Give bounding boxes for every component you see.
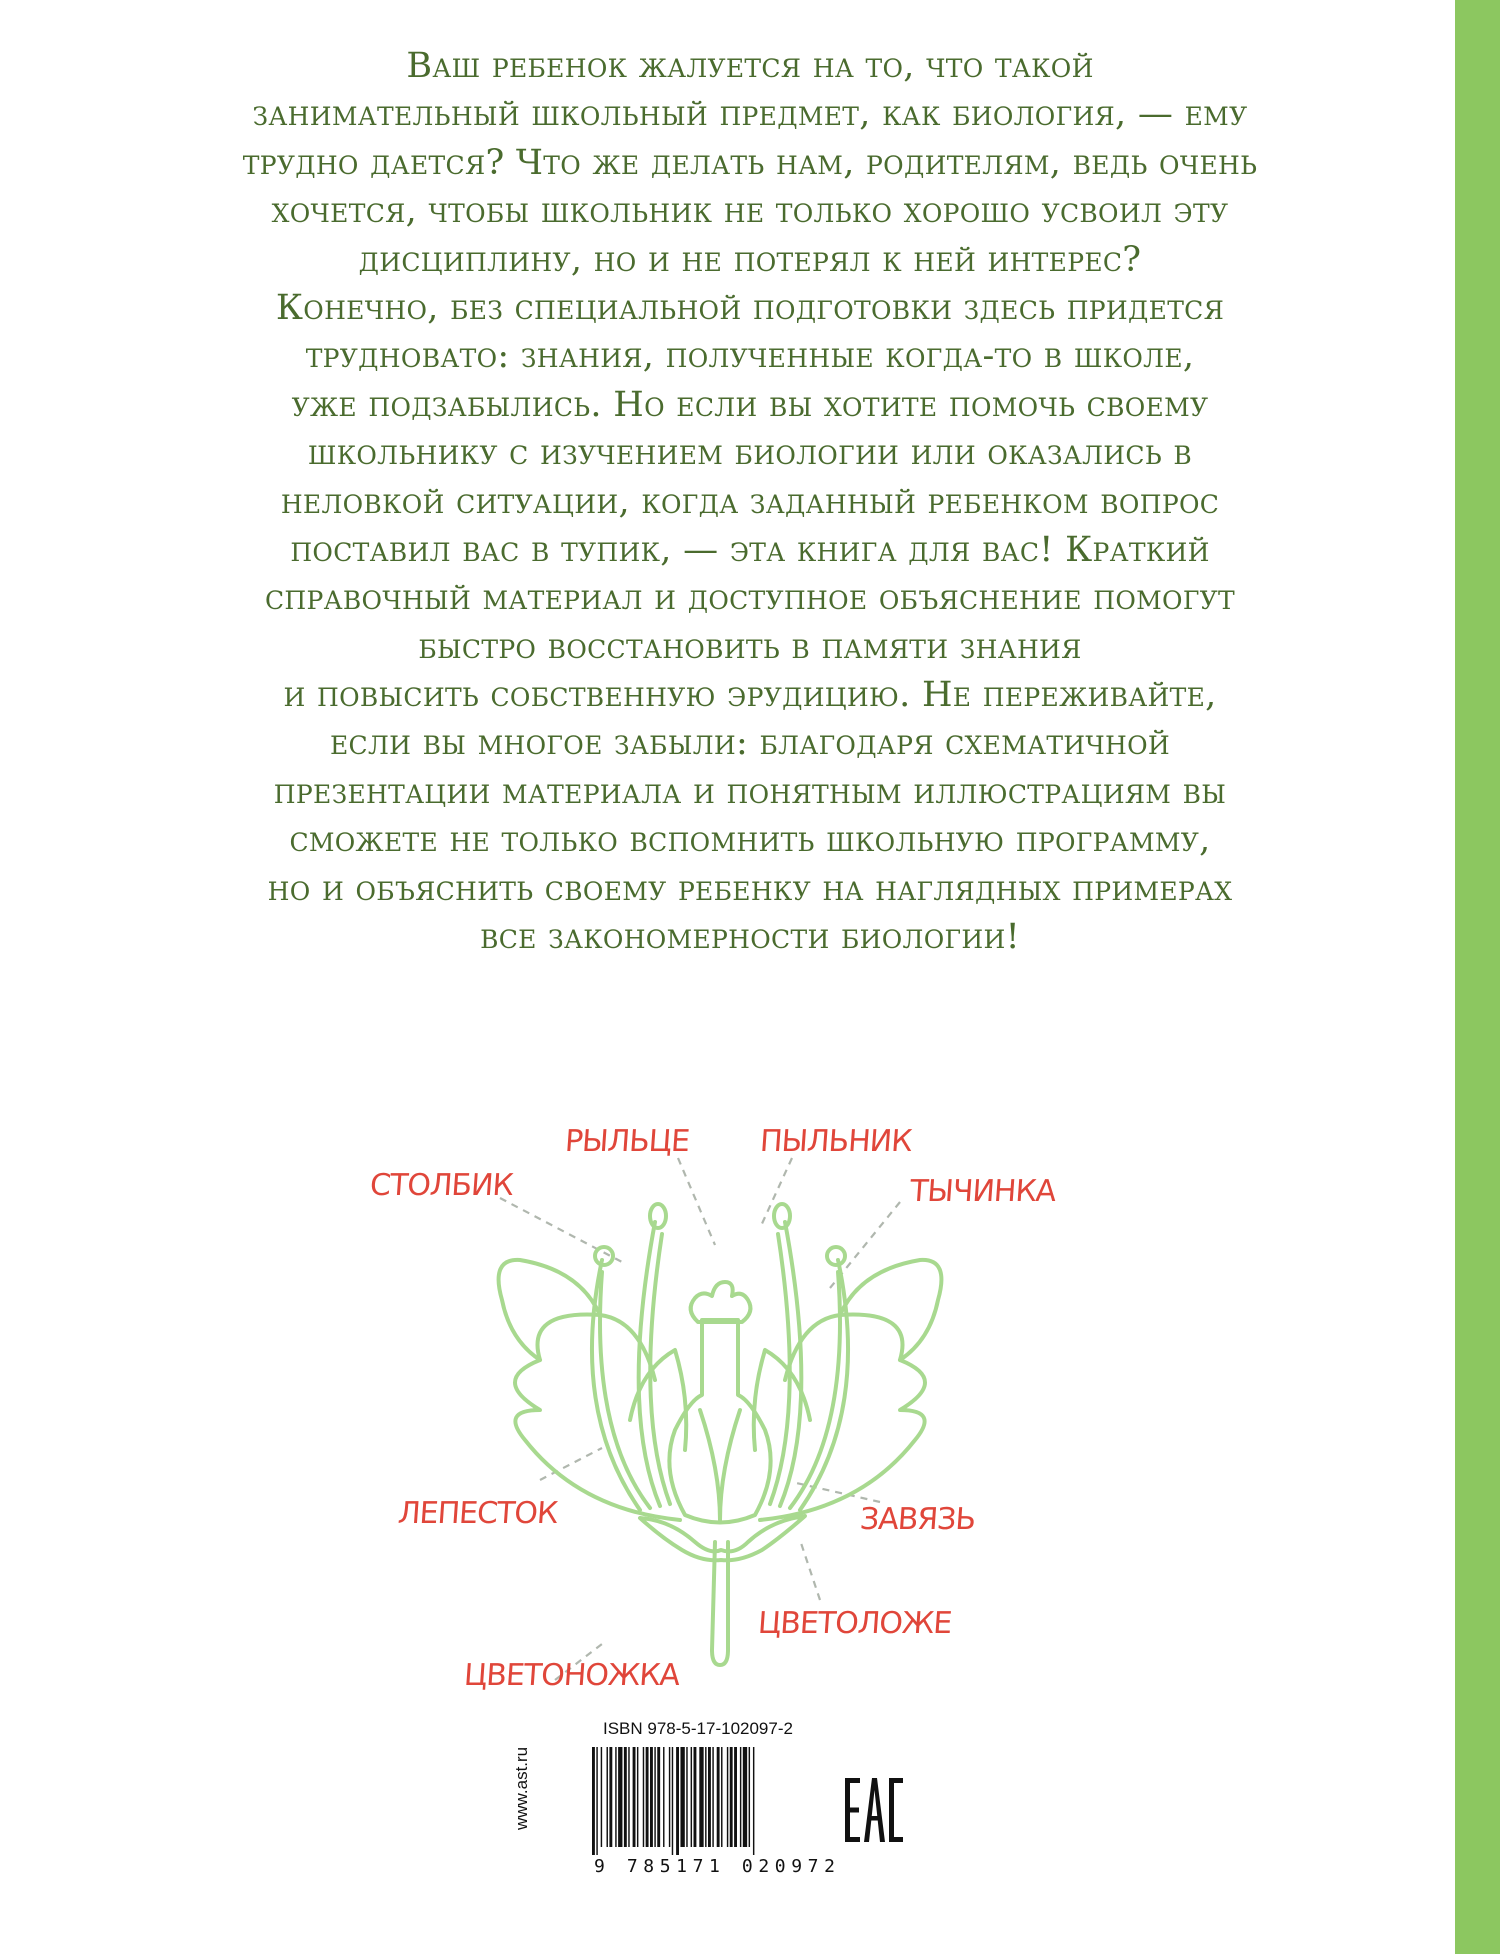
barcode-bar	[657, 1747, 660, 1847]
blurb-line: хочется, чтобы школьник не только хорошо усвоил эту	[271, 191, 1229, 232]
blurb-line: школьнику с изучением биологии или оказались в	[307, 433, 1193, 474]
label-petal: ЛЕПЕСТОК	[396, 1496, 559, 1531]
barcode-bar	[669, 1747, 670, 1847]
barcode-bar	[633, 1747, 636, 1847]
label-stigma: РЫЛЬЦЕ	[563, 1124, 691, 1159]
blurb-line: сможете не только вспомнить школьную программу,	[289, 820, 1211, 861]
barcode-bar	[749, 1747, 750, 1847]
barcode-bar	[672, 1747, 673, 1855]
barcode-bar	[637, 1747, 638, 1847]
barcode-digits: 9 785171 020972	[594, 1856, 841, 1877]
blurb-line: занимательный школьный предмет, как биология, — ему	[252, 94, 1248, 135]
eac-icon	[845, 1778, 903, 1842]
blurb-line: но и объяснить своему ребенку на наглядных примерах	[267, 868, 1233, 909]
green-side-strip	[1455, 0, 1500, 1954]
barcode-bar	[618, 1747, 622, 1847]
blurb-line: Ваш ребенок жалуется на то, что такой	[406, 46, 1094, 86]
flower-diagram	[340, 1110, 1100, 1710]
barcode-bar	[708, 1747, 711, 1847]
barcode-bar	[592, 1747, 595, 1855]
label-receptacle: ЦВЕТОЛОЖЕ	[756, 1606, 953, 1641]
barcode-bar	[743, 1747, 747, 1847]
label-style: СТОЛБИК	[368, 1168, 514, 1203]
barcode-bar	[730, 1747, 733, 1847]
barcode-bar	[717, 1747, 720, 1847]
barcode-bar	[686, 1747, 687, 1847]
barcode-bar	[705, 1747, 706, 1847]
barcode-bar	[609, 1747, 612, 1847]
barcode-bar	[607, 1747, 608, 1847]
barcode	[592, 1747, 812, 1855]
label-pedicel: ЦВЕТОНОЖКА	[462, 1658, 681, 1693]
barcode-bar	[596, 1747, 597, 1855]
blurb-line: Конечно, без специальной подготовки здесь придется	[275, 287, 1225, 328]
barcode-bar	[628, 1747, 629, 1847]
blurb-line: неловкой ситуации, когда заданный ребенком вопрос	[280, 481, 1220, 522]
cover-blurb	[120, 42, 1380, 961]
barcode-bar	[601, 1747, 602, 1847]
barcode-bar	[654, 1747, 655, 1847]
label-ovary: ЗАВЯЗЬ	[858, 1502, 977, 1537]
blurb-line: поставил вас в тупик, — эта книга для вас! Краткий	[290, 529, 1210, 570]
barcode-bar	[740, 1747, 741, 1847]
blurb-line: трудно дается? Что же делать нам, родителям, ведь очень	[242, 142, 1258, 183]
barcode-bar	[643, 1747, 644, 1847]
label-anther: ПЫЛЬНИК	[758, 1124, 913, 1159]
blurb-line: дисциплину, но и не потерял к ней интерес?	[358, 239, 1142, 280]
barcode-bar	[663, 1747, 664, 1847]
barcode-bar	[712, 1747, 713, 1847]
barcode-bar	[753, 1747, 754, 1855]
barcode-bar	[691, 1747, 692, 1847]
barcode-bar	[699, 1747, 703, 1847]
label-filament: ТЫЧИНКА	[908, 1174, 1057, 1209]
blurb-line: трудновато: знания, полученные когда-то в школе,	[305, 336, 1195, 377]
publisher-website: www.ast.ru	[512, 1746, 531, 1830]
barcode-bar	[624, 1747, 627, 1847]
isbn-text: ISBN 978-5-17-102097-2	[603, 1719, 793, 1738]
barcode-bar	[615, 1747, 616, 1847]
blurb-line: быстро восстановить в памяти знания	[418, 626, 1082, 667]
blurb-line: уже подзабылись. Но если вы хотите помочь своему	[291, 384, 1209, 425]
barcode-bar	[676, 1747, 679, 1855]
flower-outline	[499, 1204, 942, 1665]
blurb-line: если вы многое забыли: благодаря схематичной	[329, 723, 1171, 764]
barcode-bar	[646, 1747, 649, 1847]
blurb-line: все закономерности биологии!	[480, 917, 1020, 958]
barcode-bar	[694, 1747, 697, 1847]
blurb-line: и повысить собственную эрудицию. Не переживайте,	[283, 675, 1217, 716]
barcode-bar	[727, 1747, 728, 1847]
barcode-bar	[734, 1747, 737, 1847]
barcode-bar	[650, 1747, 653, 1847]
eac-mark	[845, 1778, 903, 1842]
blurb-line: презентации материала и понятным иллюстрациям вы	[273, 771, 1227, 812]
blurb-line: справочный материал и доступное объяснение помогут	[264, 578, 1236, 619]
barcode-bar	[721, 1747, 722, 1847]
barcode-bar	[680, 1747, 684, 1847]
